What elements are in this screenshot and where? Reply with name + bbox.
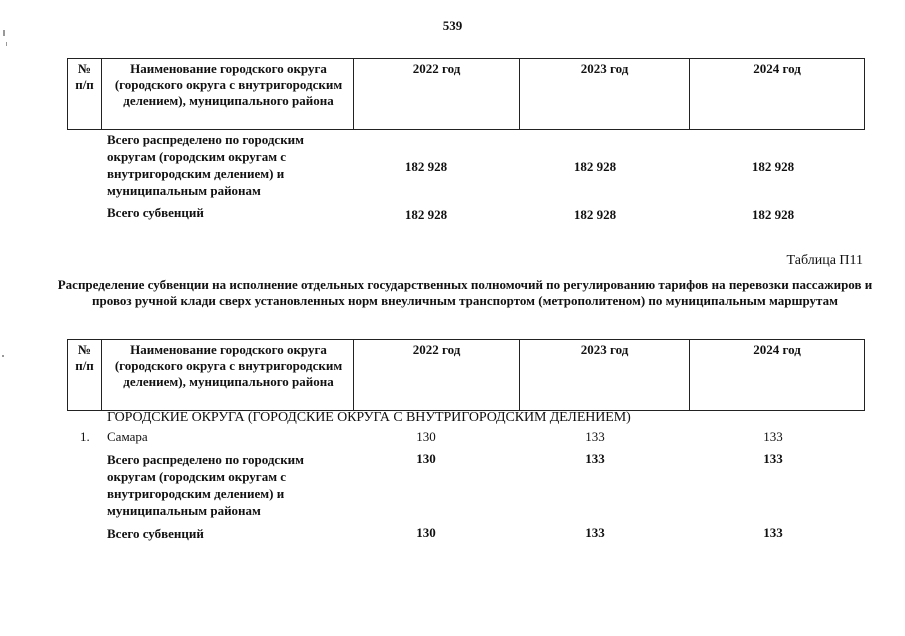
table1-row-total-distributed-name: Всего распределено по городским округам (городским округам с внутригородским делением) и муниципальным районам — [107, 132, 305, 198]
table2-row-total-distributed-name: Всего распределено по городским округам (городским округам с внутригородским делением) и муниципальным районам — [107, 452, 305, 518]
table1-header — [67, 58, 865, 130]
scan-speck — [3, 30, 5, 36]
col-num-header: № п/п — [68, 59, 102, 130]
table1-row-total-subventions-2024: 182 928 — [751, 207, 795, 222]
table2-row-total-subventions-2022: 130 — [416, 525, 436, 540]
col-2023-header: 2023 год — [520, 59, 690, 130]
table2-row-samara-name: Самара — [107, 429, 148, 444]
col-2023-header: 2023 год — [520, 340, 690, 411]
table1-row-total-distributed-2022: 182 928 — [404, 159, 448, 174]
table2-row-total-distributed-2022: 130 — [416, 451, 436, 466]
col-2022-header: 2022 год — [354, 340, 520, 411]
table1-row-total-subventions-2022: 182 928 — [404, 207, 448, 222]
table2-row-total-distributed-2023: 133 — [585, 451, 605, 466]
table-label: Таблица П11 — [786, 253, 863, 268]
col-2024-header: 2024 год — [690, 340, 865, 411]
table2-row-samara-2024: 133 — [763, 429, 783, 444]
scan-speck — [6, 42, 7, 46]
table2-row-total-distributed-2024: 133 — [763, 451, 783, 466]
table2-row-samara-num: 1. — [80, 429, 90, 444]
table1-row-total-distributed-2024: 182 928 — [751, 159, 795, 174]
table1-row-total-distributed-2023: 182 928 — [573, 159, 617, 174]
col-name-header: Наименование городского округа (городского округа с внутригородским делением), муниципального района — [102, 340, 354, 411]
table1-row-total-subventions-2023: 182 928 — [573, 207, 617, 222]
table2-row-samara-2022: 130 — [416, 429, 436, 444]
table2-header — [67, 339, 865, 411]
table2-row-total-subventions-name: Всего субвенций — [107, 526, 204, 541]
table2-title: Распределение субвенции на исполнение отдельных государственных полномочий по регулированию тарифов на перевозки пассажиров и провоз ручной клади сверх установленных норм внеуличным транспортом (метрополитеном) по муниципальным маршрутам — [57, 277, 873, 308]
table2-row-samara-2023: 133 — [585, 429, 605, 444]
col-2022-header: 2022 год — [354, 59, 520, 130]
scan-speck — [2, 355, 4, 357]
table2-row-total-subventions-2024: 133 — [763, 525, 783, 540]
col-num-header: № п/п — [68, 340, 102, 411]
page-number: 539 — [442, 18, 463, 33]
col-name-header: Наименование городского округа (городского округа с внутригородским делением), муниципального района — [102, 59, 354, 130]
table2-row-total-subventions-2023: 133 — [585, 525, 605, 540]
col-2024-header: 2024 год — [690, 59, 865, 130]
table1-row-total-subventions-name: Всего субвенций — [107, 205, 204, 220]
table2-section-heading: ГОРОДСКИЕ ОКРУГА (ГОРОДСКИЕ ОКРУГА С ВНУТРИГОРОДСКИМ ДЕЛЕНИЕМ) — [107, 410, 631, 425]
